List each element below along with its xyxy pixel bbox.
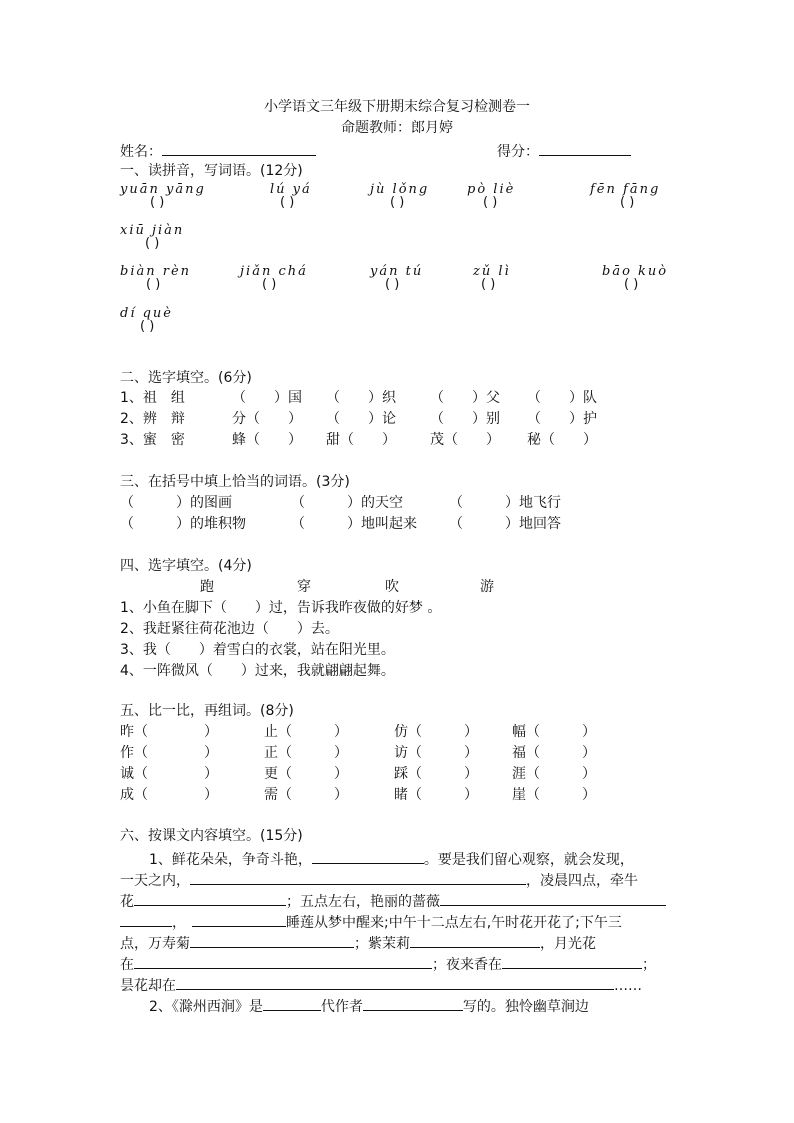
s5-r4-c1[interactable]: 成（ ） [120, 787, 218, 803]
s4-item-2[interactable]: 2、我赶紧往荷花池边（ ）去。 [120, 621, 339, 637]
s3-r2-c3[interactable]: （ ）地回答 [449, 516, 561, 532]
s6-blank-5[interactable] [120, 911, 172, 927]
s5-r2-c3[interactable]: 访（ ） [394, 745, 478, 761]
s3-r1-c2[interactable]: （ ）的天空 [291, 495, 403, 511]
answer-box-12[interactable]: ( ) [140, 319, 155, 334]
s2-r3-c2[interactable]: 甜（ ） [326, 432, 396, 448]
s6-line-6 [120, 953, 656, 974]
s6-text-1f: ；五点左右，艳丽的蔷薇 [286, 894, 440, 910]
s5-r1-c2[interactable]: 止（ ） [264, 724, 348, 740]
s6-blank-13[interactable] [363, 995, 463, 1011]
s6-text-2a: 2、《滁州西涧》是 [149, 999, 263, 1015]
s2-r2-label: 2、辨 辩 [120, 411, 185, 427]
s5-r1-c4[interactable]: 幅（ ） [512, 724, 596, 740]
s6-text-1d: ，凌晨四点，牵牛 [526, 873, 638, 889]
s2-r2-c1[interactable]: 分（ ） [232, 411, 302, 427]
choice-2: 穿 [297, 579, 311, 595]
section4-heading: 四、选字填空。(4分) [120, 558, 252, 574]
s4-item-4[interactable]: 4、一阵微风（ ）过来，我就翩翩起舞。 [120, 663, 395, 679]
s6-blank-12[interactable] [263, 995, 321, 1011]
section1-heading: 一、读拼音，写词语。(12分) [120, 163, 303, 179]
section2-heading: 二、选字填空。(6分) [120, 370, 252, 386]
s6-text-1k: ，月光花 [540, 936, 596, 952]
s6-line-2 [120, 869, 638, 890]
s2-r1-c1[interactable]: （ ）国 [232, 390, 302, 406]
s6-blank-9[interactable] [134, 953, 432, 969]
pinyin-12: dí què [120, 306, 173, 321]
pinyin-1: yuān yāng [120, 182, 206, 197]
answer-box-4[interactable]: ( ) [483, 195, 498, 210]
s6-blank-10[interactable] [502, 953, 642, 969]
s6-line-1 [149, 848, 634, 869]
s6-text-1n: ； [642, 957, 656, 973]
s6-text-1a: 1、鲜花朵朵，争奇斗艳， [149, 852, 312, 868]
s6-text-2c: 写的。独怜幽草涧边 [462, 999, 589, 1015]
s2-r3-label: 3、蜜 密 [120, 432, 185, 448]
s2-r2-c3[interactable]: （ ）别 [430, 411, 500, 427]
s6-text-1o: 昙花却在 [120, 978, 176, 994]
s6-blank-11[interactable] [176, 974, 614, 990]
s6-text-1h: 睡莲从梦中醒来;中午十二点左右,午时花开花了;下午三 [286, 915, 622, 931]
answer-box-2[interactable]: ( ) [280, 195, 295, 210]
s6-text-2b: 代作者 [320, 999, 363, 1015]
pinyin-8: jiǎn chá [240, 264, 308, 279]
s6-text-1j: ；紫茉莉 [354, 936, 410, 952]
answer-box-9[interactable]: ( ) [385, 277, 400, 292]
s6-text-1c: 一天之内， [120, 873, 190, 889]
s2-r1-c2[interactable]: （ ）织 [326, 390, 396, 406]
score-label: 得分： [497, 144, 539, 160]
s2-r3-c4[interactable]: 秘（ ） [527, 432, 597, 448]
answer-box-5[interactable]: ( ) [620, 195, 635, 210]
s5-r3-c3[interactable]: 踩（ ） [394, 766, 478, 782]
s5-r3-c1[interactable]: 诚（ ） [120, 766, 218, 782]
answer-box-3[interactable]: ( ) [390, 195, 405, 210]
s6-line-8 [149, 995, 589, 1016]
s5-r2-c2[interactable]: 正（ ） [264, 745, 348, 761]
pinyin-11: bāo kuò [602, 264, 669, 279]
s6-text-1b: 。要是我们留心观察，就会发现， [423, 852, 634, 868]
s3-r2-c2[interactable]: （ ）地叫起来 [291, 516, 417, 532]
pinyin-5: fēn fāng [590, 182, 661, 197]
s6-text-1e: 花 [120, 894, 134, 910]
s5-r4-c4[interactable]: 崖（ ） [512, 787, 596, 803]
pinyin-6: xiū jiàn [120, 223, 185, 238]
pinyin-9: yán tú [370, 264, 424, 279]
s3-r1-c1[interactable]: （ ）的图画 [120, 495, 232, 511]
s6-line-5 [120, 932, 596, 953]
s5-r1-c3[interactable]: 仿（ ） [394, 724, 478, 740]
s6-blank-1[interactable] [312, 848, 424, 864]
s5-r4-c2[interactable]: 需（ ） [264, 787, 348, 803]
s5-r4-c3[interactable]: 睹（ ） [394, 787, 478, 803]
score-blank[interactable] [539, 140, 631, 156]
s5-r1-c1[interactable]: 昨（ ） [120, 724, 218, 740]
pinyin-2: lú yá [270, 182, 312, 197]
pinyin-4: pò liè [467, 182, 516, 197]
s2-r1-c3[interactable]: （ ）父 [430, 390, 500, 406]
s6-text-1l: 在 [120, 957, 134, 973]
s2-r3-c3[interactable]: 茂（ ） [430, 432, 500, 448]
answer-box-6[interactable]: ( ) [145, 236, 160, 251]
section6-heading: 六、按课文内容填空。(15分) [120, 828, 303, 844]
s4-item-1[interactable]: 1、小鱼在脚下（ ）过，告诉我昨夜做的好梦 。 [120, 600, 442, 616]
pinyin-7: biàn rèn [120, 264, 192, 279]
score-field[interactable] [497, 140, 631, 161]
s2-r1-label: 1、祖 组 [120, 390, 185, 406]
s6-line-3 [120, 890, 666, 911]
s2-r2-c4[interactable]: （ ）护 [527, 411, 597, 427]
s5-r3-c2[interactable]: 更（ ） [264, 766, 348, 782]
s6-blank-6[interactable] [192, 911, 286, 927]
answer-box-11[interactable]: ( ) [624, 277, 639, 292]
s6-text-1m: ；夜来香在 [432, 957, 502, 973]
s4-item-3[interactable]: 3、我（ ）着雪白的衣裳，站在阳光里。 [120, 642, 395, 658]
section5-heading: 五、比一比，再组词。(8分) [120, 703, 294, 719]
s5-r2-c4[interactable]: 福（ ） [512, 745, 596, 761]
s6-text-1p: …… [614, 978, 642, 994]
name-label: 姓名： [120, 144, 162, 160]
answer-box-10[interactable]: ( ) [481, 277, 496, 292]
s6-line-7 [120, 974, 642, 995]
s6-blank-3[interactable] [134, 890, 286, 906]
page-title: 小学语文三年级下册期末综合复习检测卷一 [264, 99, 530, 115]
s5-r3-c4[interactable]: 涯（ ） [512, 766, 596, 782]
pinyin-3: jù lǒng [370, 182, 430, 197]
answer-box-8[interactable]: ( ) [262, 277, 277, 292]
s6-text-1g: ， [172, 915, 186, 931]
s6-blank-2[interactable] [190, 869, 526, 885]
s2-r3-c1[interactable]: 蜂（ ） [232, 432, 302, 448]
answer-box-1[interactable]: ( ) [150, 195, 165, 210]
name-blank[interactable] [162, 140, 316, 156]
s3-r1-c3[interactable]: （ ）地飞行 [449, 495, 561, 511]
s6-blank-4[interactable] [440, 890, 666, 906]
s6-line-4 [120, 911, 622, 932]
section3-heading: 三、在括号中填上恰当的词语。(3分) [120, 474, 350, 490]
s6-text-1i: 点，万寿菊 [120, 936, 190, 952]
choice-3: 吹 [385, 579, 399, 595]
choice-1: 跑 [200, 579, 214, 595]
pinyin-10: zǔ lì [473, 264, 511, 279]
name-field[interactable] [120, 140, 316, 161]
s6-blank-7[interactable] [190, 932, 354, 948]
s5-r2-c1[interactable]: 作（ ） [120, 745, 218, 761]
s2-r2-c2[interactable]: （ ）论 [326, 411, 396, 427]
answer-box-7[interactable]: ( ) [146, 277, 161, 292]
s6-blank-8[interactable] [410, 932, 540, 948]
s2-r1-c4[interactable]: （ ）队 [527, 390, 597, 406]
s3-r2-c1[interactable]: （ ）的堆积物 [120, 516, 246, 532]
choice-4: 游 [480, 579, 494, 595]
teacher-line: 命题教师：郎月婷 [341, 120, 453, 136]
